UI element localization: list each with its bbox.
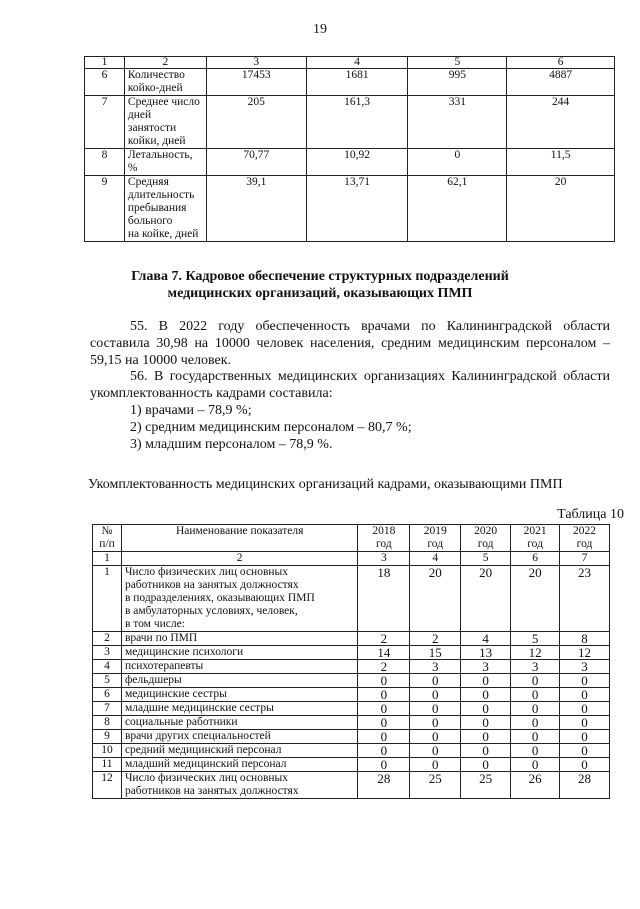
row-number: 4 [93, 660, 122, 674]
row-name: средний медицинский персонал [121, 744, 357, 758]
cell-value: 3 [461, 660, 511, 674]
paragraph-text: 56. В государственных медицинских организациях Калининградской области укомплектованность кадрами составила: [90, 369, 610, 401]
row-number: 3 [93, 646, 122, 660]
cell-value: 0 [410, 688, 461, 702]
cell-value: 3 [410, 660, 461, 674]
table-row [85, 96, 615, 149]
cell-value: 0 [560, 716, 610, 730]
cell-value: 4887 [507, 69, 615, 96]
cell-value: 20 [511, 566, 560, 632]
cell-value: 0 [461, 744, 511, 758]
cell-value: 11,5 [507, 149, 615, 176]
paragraph-56 [90, 368, 610, 453]
bed-stats-table [84, 56, 615, 242]
row-number: 8 [85, 149, 125, 176]
cell-value: 0 [410, 758, 461, 772]
column-number: 4 [306, 57, 408, 69]
table-row [93, 566, 610, 632]
cell-value: 0 [511, 688, 560, 702]
cell-value: 25 [410, 772, 461, 799]
table-row [85, 176, 615, 242]
cell-value: 2 [358, 660, 410, 674]
row-label: Средняя длительность пребывания больного на койке, дней [124, 176, 206, 242]
cell-value: 39,1 [206, 176, 306, 242]
cell-value: 17453 [206, 69, 306, 96]
header-year: 2018 год [358, 525, 410, 552]
row-number: 1 [93, 566, 122, 632]
row-name: медицинские психологи [121, 646, 357, 660]
cell-value: 5 [511, 632, 560, 646]
row-name: младший медицинский персонал [121, 758, 357, 772]
cell-value: 13 [461, 646, 511, 660]
column-number: 6 [507, 57, 615, 69]
cell-value: 14 [358, 646, 410, 660]
cell-value: 0 [410, 730, 461, 744]
header-num: № п/п [93, 525, 122, 552]
cell-value: 23 [560, 566, 610, 632]
header-year: 2020 год [461, 525, 511, 552]
row-name: психотерапевты [121, 660, 357, 674]
column-number: 1 [85, 57, 125, 69]
cell-value: 0 [511, 758, 560, 772]
cell-value: 0 [358, 730, 410, 744]
table-row [93, 660, 610, 674]
cell-value: 161,3 [306, 96, 408, 149]
row-name: врачи по ПМП [121, 632, 357, 646]
list-item: 2) средним медицинским персоналом – 80,7 %; [130, 420, 412, 435]
row-name: медицинские сестры [121, 688, 357, 702]
column-number: 4 [410, 552, 461, 566]
cell-value: 0 [511, 730, 560, 744]
cell-value: 0 [358, 716, 410, 730]
paragraph-text: 55. В 2022 году обеспеченность врачами по Калининградской области составила 30,98 на 10000 человек населения, средним медицинским персоналом – 59,15 на 10000 человек. [90, 319, 610, 368]
cell-value: 205 [206, 96, 306, 149]
paragraph-55 [90, 318, 610, 369]
header-year: 2022 год [560, 525, 610, 552]
cell-value: 0 [461, 758, 511, 772]
column-number: 5 [461, 552, 511, 566]
cell-value: 0 [358, 702, 410, 716]
column-number: 2 [121, 552, 357, 566]
cell-value: 0 [511, 674, 560, 688]
row-number: 12 [93, 772, 122, 799]
column-number: 7 [560, 552, 610, 566]
chapter-heading [0, 268, 640, 302]
cell-value: 3 [560, 660, 610, 674]
table-row [93, 674, 610, 688]
row-name: младшие медицинские сестры [121, 702, 357, 716]
cell-value: 3 [511, 660, 560, 674]
table-row [93, 702, 610, 716]
cell-value: 0 [511, 716, 560, 730]
cell-value: 0 [560, 674, 610, 688]
column-number: 2 [124, 57, 206, 69]
cell-value: 10,92 [306, 149, 408, 176]
cell-value: 0 [461, 688, 511, 702]
cell-value: 0 [511, 744, 560, 758]
column-number: 3 [206, 57, 306, 69]
cell-value: 0 [560, 730, 610, 744]
cell-value: 0 [408, 149, 507, 176]
table-row [93, 758, 610, 772]
cell-value: 0 [461, 674, 511, 688]
cell-value: 2 [358, 632, 410, 646]
cell-value: 8 [560, 632, 610, 646]
cell-value: 15 [410, 646, 461, 660]
row-name: врачи других специальностей [121, 730, 357, 744]
cell-value: 28 [358, 772, 410, 799]
cell-value: 25 [461, 772, 511, 799]
staffing-table [92, 524, 610, 799]
cell-value: 0 [358, 758, 410, 772]
cell-value: 0 [461, 716, 511, 730]
cell-value: 331 [408, 96, 507, 149]
header-name: Наименование показателя [121, 525, 357, 552]
cell-value: 0 [410, 702, 461, 716]
cell-value: 13,71 [306, 176, 408, 242]
row-name: фельдшеры [121, 674, 357, 688]
cell-value: 0 [461, 730, 511, 744]
cell-value: 0 [560, 758, 610, 772]
cell-value: 18 [358, 566, 410, 632]
row-number: 5 [93, 674, 122, 688]
chapter-heading-line: Глава 7. Кадровое обеспечение структурных подразделений [131, 269, 509, 284]
row-name: Число физических лиц основных работников на занятых должностях в подразделениях, оказывающих ПМП в амбулаторных условиях, человек, в том числе: [121, 566, 357, 632]
column-number-row [93, 552, 610, 566]
cell-value: 20 [410, 566, 461, 632]
cell-value: 0 [560, 744, 610, 758]
cell-value: 12 [560, 646, 610, 660]
table-label: Таблица 10 [557, 507, 624, 522]
table-row [93, 744, 610, 758]
table-header-row [93, 525, 610, 552]
cell-value: 20 [461, 566, 511, 632]
cell-value: 2 [410, 632, 461, 646]
cell-value: 0 [358, 688, 410, 702]
column-number: 1 [93, 552, 122, 566]
table-row [85, 69, 615, 96]
table-row [93, 632, 610, 646]
row-number: 2 [93, 632, 122, 646]
row-label: Летальность, % [124, 149, 206, 176]
cell-value: 4 [461, 632, 511, 646]
row-number: 6 [93, 688, 122, 702]
header-year: 2019 год [410, 525, 461, 552]
cell-value: 0 [560, 688, 610, 702]
row-label: Количество койко-дней [124, 69, 206, 96]
cell-value: 0 [358, 674, 410, 688]
row-name: Число физических лиц основных работников на занятых должностях [121, 772, 357, 799]
page-number: 19 [313, 22, 327, 37]
row-number: 7 [85, 96, 125, 149]
cell-value: 0 [560, 702, 610, 716]
row-label: Среднее число дней занятости койки, дней [124, 96, 206, 149]
list-item: 3) младшим персоналом – 78,9 %. [130, 437, 333, 452]
column-number: 3 [358, 552, 410, 566]
table-row [93, 772, 610, 799]
table-title: Укомплектованность медицинских организаций кадрами, оказывающими ПМП [88, 477, 563, 492]
row-number: 6 [85, 69, 125, 96]
row-number: 9 [85, 176, 125, 242]
table-row [93, 646, 610, 660]
row-number: 10 [93, 744, 122, 758]
column-number: 5 [408, 57, 507, 69]
cell-value: 0 [410, 744, 461, 758]
cell-value: 70,77 [206, 149, 306, 176]
cell-value: 244 [507, 96, 615, 149]
cell-value: 0 [410, 716, 461, 730]
row-number: 8 [93, 716, 122, 730]
row-number: 7 [93, 702, 122, 716]
cell-value: 0 [461, 702, 511, 716]
cell-value: 12 [511, 646, 560, 660]
cell-value: 0 [511, 702, 560, 716]
cell-value: 20 [507, 176, 615, 242]
cell-value: 62,1 [408, 176, 507, 242]
table-row [85, 149, 615, 176]
table-row [93, 688, 610, 702]
table-row [93, 716, 610, 730]
cell-value: 0 [358, 744, 410, 758]
cell-value: 0 [410, 674, 461, 688]
row-number: 11 [93, 758, 122, 772]
row-name: социальные работники [121, 716, 357, 730]
list-item: 1) врачами – 78,9 %; [130, 403, 252, 418]
table-header-row [85, 57, 615, 69]
cell-value: 26 [511, 772, 560, 799]
row-number: 9 [93, 730, 122, 744]
table-row [93, 730, 610, 744]
column-number: 6 [511, 552, 560, 566]
cell-value: 995 [408, 69, 507, 96]
cell-value: 28 [560, 772, 610, 799]
cell-value: 1681 [306, 69, 408, 96]
chapter-heading-line: медицинских организаций, оказывающих ПМП [167, 286, 473, 301]
header-year: 2021 год [511, 525, 560, 552]
